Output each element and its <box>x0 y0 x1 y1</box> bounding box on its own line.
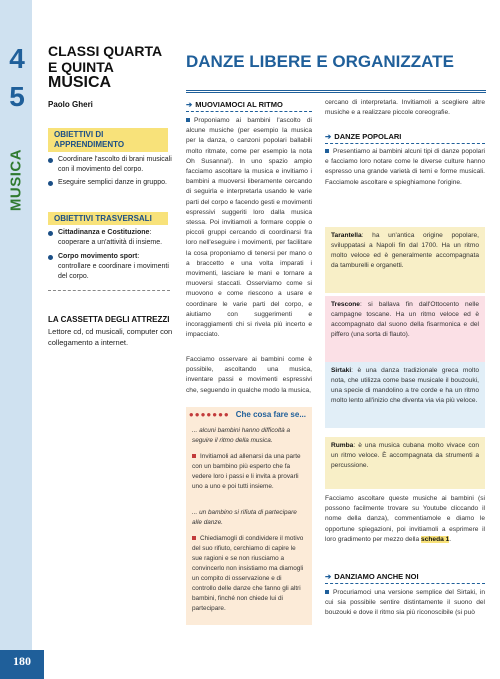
tips-box-title: ●●●●●●● Che cosa fare se... <box>188 410 306 419</box>
transversal-item: Corpo movimento sport: controllare e coordinare i movimenti del corpo. <box>58 252 173 282</box>
dance-card: Sirtaki: è una danza tradizionale greca molto nota, che utilizza come base musicale il bouzouki, una specie di mandolino a tre corde e ha un ritmo molto lento all'inizio che diventa via via più veloce. <box>325 362 485 428</box>
section-rule <box>325 583 485 584</box>
tips-answer: Invitiamoli ad allenarsi da una parte con un bambino più esperto che fa vedere loro i passi e li invita a provarli uno a uno e poi tutti insieme. <box>192 453 301 490</box>
section-text: cercano di interpretarla. Invitiamoli a scegliere altre musiche e a realizzare piccole coreografie. <box>325 99 485 117</box>
divider <box>48 290 170 291</box>
transversal-tag: OBIETTIVI TRASVERSALI <box>48 212 168 225</box>
arrow-icon: ➔ <box>325 572 332 581</box>
section-text: Proponiamo ai bambini l'ascolto di alcune musiche (per esempio la musica per la danza, o canzoni popolari ballabili molto ritmate, come per esempio la nota Oh Susanna!). In uno spazio ampio facciamo ascoltare la musica e invitiamo i bambini a muoversi liberamente cercando di seguirla e interpretarla usando le varie parti del corpo e facendo gesti e movimenti espressivi suggeriti loro dalla musica stessa. Poi invitiamoli a formare coppie o piccoli gruppi cercando di coordinarsi fra loro nell'eseguire i movimenti, per facilitare la cosa proponiamo di tenersi per mano o a braccetto e una volta imparati i movimenti, lasciare le mani e tornare a muoversi staccati. Osserviamo come si muovono e come riescono a usare e coordinare le varie parti del corpo, e aiutiamo con suggerimenti e incoraggiamenti chi si rivela più incerto e impacciato. <box>186 117 312 339</box>
objectives-tag: OBIETTIVI DI APPRENDIMENTO <box>48 128 168 152</box>
square-bullet-icon <box>325 590 329 594</box>
author: Paolo Gheri <box>48 100 93 109</box>
tips-answer: Chiediamogli di condividere il motivo del suo rifiuto, cerchiamo di capire le sue ragioni e se non riusciamo a convincerlo non insistiamo ma diamogli un compito di osservazione e di controllo delle danze che fanno gli altri bambini, finché non chiede lui di partecipare. <box>192 535 304 612</box>
arrow-icon: ➔ <box>186 100 193 109</box>
section-text: Procuriamoci una versione semplice del Sirtaki, in cui sia possibile sentire distintamente il suono del bouzouki e dove il ritmo sia più riconoscibile (si può <box>325 589 485 617</box>
section-text: Facciamo ascoltare queste musiche ai bambini (si possono facilmente trovare su Youtube cliccando il nome della danza), commentiamole e diamo le opportune spiegazioni, poi invitiamoli a esprimere il loro gradimento per mezzo della scheda 1. <box>325 495 485 543</box>
section-heading: ➔ DANZE POPOLARI <box>325 132 402 141</box>
lesson-title: CLASSI QUARTA E QUINTA MUSICA <box>48 43 163 91</box>
dance-card: Trescone: si ballava fin dall'Ottocento nelle campagne toscane. Ha un ritmo veloce ed è accompagnato dal suono della fisarmonica e del piffero (una sorta di flauto). <box>325 296 485 362</box>
tips-case: ... un bambino si rifiuta di partecipare alle danze. <box>192 509 297 526</box>
dance-card: Rumba: è una musica cubana molto vivace con un ritmo veloce. È accompagnata da strumenti a percussione. <box>325 437 485 489</box>
page-number: 180 <box>13 654 31 668</box>
section-text: Facciamo osservare ai bambini come è possibile, ascoltando una musica, inventare passi e movimenti espressivi che, seguendo in qualche modo la musica, <box>186 356 312 394</box>
objective-item: Coordinare l'ascolto di brani musicali con il movimento del corpo. <box>58 155 173 175</box>
subject-label: MUSICA <box>7 148 25 212</box>
section-text: Presentiamo ai bambini alcuni tipi di danze popolari e facciamo loro notare come le diverse culture hanno espresso una grande varietà di temi e forme musicali. Facciamole ascoltare e spieghiamone l'origine. <box>325 148 485 186</box>
dance-card: Tarantella: ha un'antica origine popolare, sviluppatasi a Napoli fin dal 1700. Ha un ritmo molto veloce ed è generalmente accompagnata da tamburelli e organetti. <box>325 227 485 293</box>
square-bullet-icon <box>192 454 196 458</box>
grade-number: 4 5 <box>9 43 25 112</box>
section-rule <box>186 111 312 112</box>
square-bullet-icon <box>192 536 196 540</box>
section-heading: ➔ MUOVIAMOCI AL RITMO <box>186 100 283 109</box>
tools-heading: LA CASSETTA DEGLI ATTREZZI <box>48 315 170 324</box>
arrow-icon: ➔ <box>325 132 332 141</box>
square-bullet-icon <box>186 118 190 122</box>
section-rule <box>325 143 485 144</box>
objective-item: Eseguire semplici danze in gruppo. <box>58 178 173 188</box>
square-bullet-icon <box>325 149 329 153</box>
tips-case: ... alcuni bambini hanno difficoltà a seguire il ritmo della musica. <box>192 427 291 444</box>
section-heading: ➔ DANZIAMO ANCHE NOI <box>325 572 419 581</box>
title-rule <box>186 90 486 93</box>
worksheet-ref: scheda 1 <box>421 535 450 543</box>
dots-decoration-icon: ●●●●●●● <box>188 410 230 419</box>
transversal-item: Cittadinanza e Costituzione: cooperare a un'attività di insieme. <box>58 228 173 248</box>
tools-text: Lettore cd, cd musicali, computer con collegamento a internet. <box>48 327 173 347</box>
page-title: DANZE LIBERE E ORGANIZZATE <box>186 52 454 71</box>
